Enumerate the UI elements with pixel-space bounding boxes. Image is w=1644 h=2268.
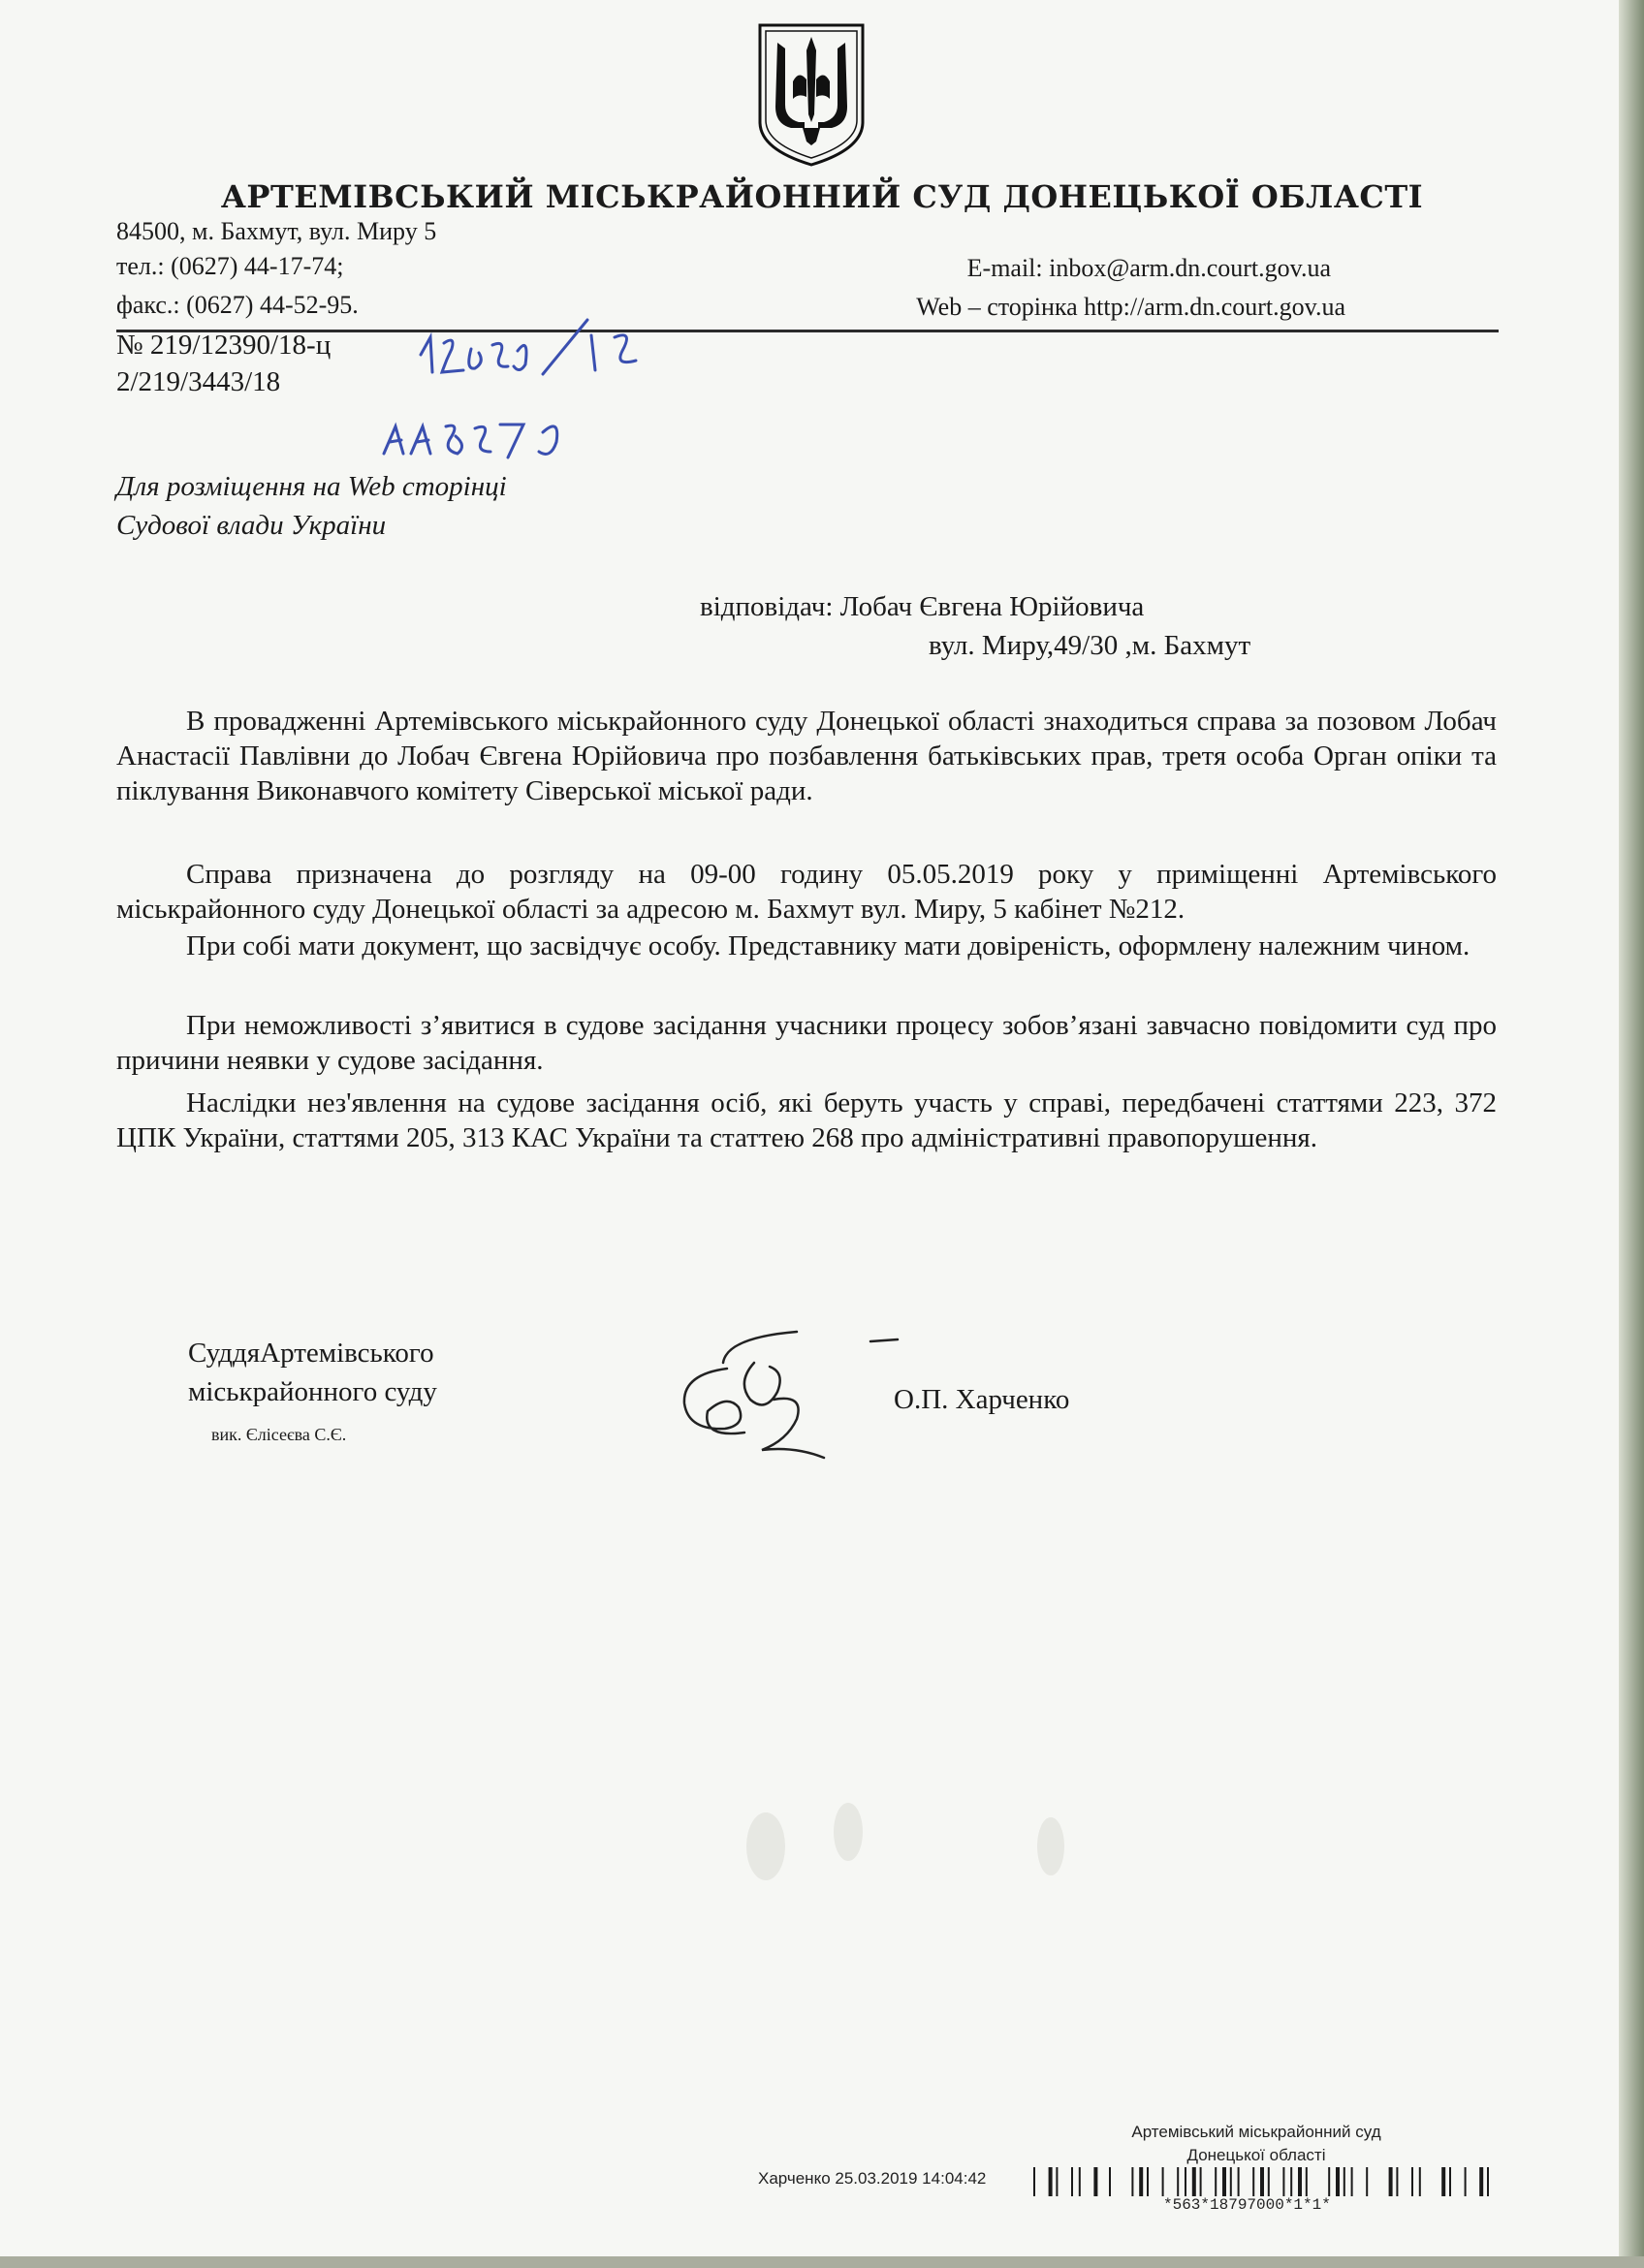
court-website: Web – сторінка http://arm.dn.court.gov.ua	[916, 293, 1345, 321]
executor-note: вик. Єлісеєва С.Є.	[211, 1425, 347, 1444]
scan-edge-right	[1619, 0, 1644, 2268]
recipient-address: вул. Миру,49/30 ,м. Бахмут	[929, 630, 1251, 661]
web-placement-note-line1: Для розміщення на Web сторінці	[116, 471, 507, 502]
scan-edge-bottom	[0, 2256, 1644, 2268]
scan-smudge	[1037, 1817, 1064, 1875]
barcode-bar	[1282, 2167, 1284, 2196]
paragraph-consequences: Наслідки нез'явлення на судове засідання осіб, які беруть участь у справі, передбачені статтями 223, 372 ЦПК України, статтями 205, 313 КАС України та статтею 268 про адміністративні правопорушення.	[116, 1087, 1497, 1153]
judge-title-line2: міськрайонного суду	[188, 1376, 437, 1407]
court-phone: тел.: (0627) 44-17-74;	[116, 252, 344, 280]
stamp-court-line1: Артемівський міськрайонний суд	[1131, 2123, 1381, 2141]
barcode-bar	[1465, 2167, 1467, 2196]
barcode-bar	[1056, 2167, 1058, 2196]
barcode-bar	[1260, 2167, 1264, 2196]
stamp-court-line2: Донецької області	[1186, 2146, 1326, 2164]
barcode-bar	[1252, 2167, 1254, 2196]
barcode-bar	[1093, 2167, 1097, 2196]
barcode-bar	[1109, 2167, 1111, 2196]
barcode-bar	[1298, 2167, 1302, 2196]
court-address: 84500, м. Бахмут, вул. Миру 5	[116, 217, 437, 245]
barcode-bar	[1071, 2167, 1073, 2196]
barcode-bar	[1389, 2167, 1393, 2196]
scan-smudge	[746, 1812, 785, 1880]
barcode-bar	[1215, 2167, 1217, 2196]
paragraph-case-info: В провадженні Артемівського міськрайонного суду Донецької області знаходиться справа за позовом Лобач Анастасії Павлівни до Лобач Євгена Юрійовича про позбавлення батьківських прав, третя особа Орган опіки та піклування Виконавчого комітету Сіверської міської ради.	[116, 706, 1497, 806]
barcode-bar	[1336, 2167, 1340, 2196]
barcode-bar	[1185, 2167, 1186, 2196]
barcode-bar	[1222, 2167, 1226, 2196]
handwritten-registration-date	[417, 316, 659, 384]
web-placement-note-line2: Судової влади України	[116, 510, 387, 541]
barcode-bar	[1441, 2167, 1445, 2196]
court-title: АРТЕМІВСЬКИЙ МІСЬКРАЙОННИЙ СУД ДОНЕЦЬКОЇ ОБЛАСТІ	[220, 178, 1424, 215]
barcode-bar	[1079, 2167, 1081, 2196]
barcode-bar	[1200, 2167, 1202, 2196]
barcode-bar	[1177, 2167, 1179, 2196]
handwritten-incoming-number	[378, 407, 591, 465]
barcode-bar	[1306, 2167, 1308, 2196]
barcode-bar	[1344, 2167, 1345, 2196]
recipient-name: відповідач: Лобач Євгена Юрійовича	[700, 591, 1145, 622]
barcode-bar	[1449, 2167, 1451, 2196]
case-number: 2/219/3443/18	[116, 366, 281, 397]
barcode-bar	[1049, 2167, 1053, 2196]
judge-name: О.П. Харченко	[894, 1384, 1070, 1415]
court-email: E-mail: inbox@arm.dn.court.gov.ua	[966, 254, 1331, 282]
barcode-bar	[1230, 2167, 1232, 2196]
barcode-bar	[1033, 2167, 1035, 2196]
barcode-bar	[1396, 2167, 1398, 2196]
barcode-bar	[1268, 2167, 1270, 2196]
handwritten-signature	[669, 1324, 921, 1460]
court-fax: факс.: (0627) 44-52-95.	[116, 291, 359, 319]
paragraph-absence-notice: При неможливості з’явитися в судове засідання учасники процесу зобов’язані завчасно повідомити суд про причини неявки у судове засідання.	[116, 1010, 1497, 1076]
barcode-bar	[1351, 2167, 1353, 2196]
barcode-bar	[1238, 2167, 1240, 2196]
barcode-bar	[1139, 2167, 1143, 2196]
barcode-bar	[1411, 2167, 1413, 2196]
scan-smudge	[834, 1803, 863, 1861]
barcode-number: *563*18797000*1*1*	[1163, 2196, 1331, 2214]
barcode-bar	[1479, 2167, 1483, 2196]
barcode-bar	[1487, 2167, 1489, 2196]
barcode-bar	[1366, 2167, 1368, 2196]
barcode-bar	[1192, 2167, 1196, 2196]
barcode-bar	[1290, 2167, 1292, 2196]
paragraph-documents: При собі мати документ, що засвідчує особу. Представнику мати довіреність, оформлену належним чином.	[186, 930, 1470, 961]
barcode-bar	[1328, 2167, 1330, 2196]
outgoing-number: № 219/12390/18-ц	[116, 330, 332, 361]
barcode-bar	[1419, 2167, 1421, 2196]
coat-of-arms-icon	[754, 21, 869, 167]
stamp-user-timestamp: Харченко 25.03.2019 14:04:42	[758, 2169, 987, 2188]
barcode-bar	[1162, 2167, 1164, 2196]
judge-title-line1: СуддяАртемівського	[188, 1338, 434, 1369]
paragraph-hearing-date: Справа призначена до розгляду на 09-00 годину 05.05.2019 року у приміщенні Артемівського міськрайонного суду Донецької області за адресою м. Бахмут вул. Миру, 5 кабінет №212.	[116, 859, 1497, 925]
barcode-bar	[1147, 2167, 1149, 2196]
barcode-bar	[1131, 2167, 1133, 2196]
